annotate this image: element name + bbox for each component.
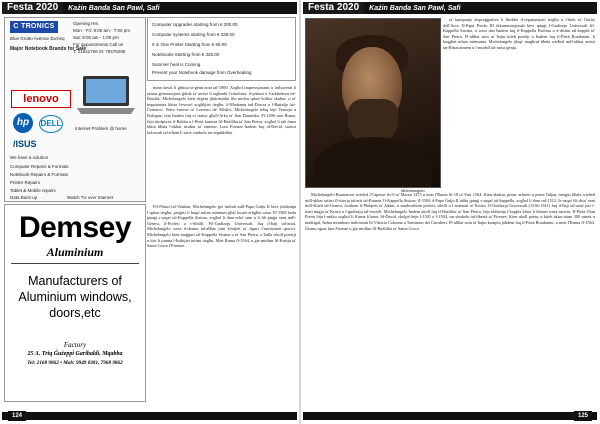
service-item: Data Back-up xyxy=(10,195,38,200)
page-number: 125 xyxy=(574,411,592,421)
portrait-shoulders xyxy=(314,137,432,188)
divider xyxy=(11,263,139,264)
ctronics-advert xyxy=(4,17,146,202)
header-subtitle: Każin Banda San Pawl, Safi xyxy=(68,4,160,12)
page-header xyxy=(2,2,297,14)
service-item: Printer Repairs xyxy=(10,180,41,185)
laptop-icon xyxy=(75,72,137,120)
hours-weekday: Mon - Fri: 9:00 am - 7:00 pm xyxy=(73,28,131,33)
shop-address: Blue Grotto Avenue Żurrieq xyxy=(10,36,65,41)
hours-saturday: Sat: 9:00 am - 1:00 pm xyxy=(73,35,119,40)
offers-panel xyxy=(147,17,296,81)
offer-line: Notebooks Starting from € 325.00 xyxy=(152,52,220,57)
demsey-advert xyxy=(4,204,146,402)
demsey-telephone: Tel: 2168 9862 • Mob: 9949 0381, 7968 9862 xyxy=(27,360,123,366)
offer-line: Computer systems starting from € 325.00 xyxy=(152,32,235,37)
asus-logo: /ISUS xyxy=(13,139,37,149)
telephone-line: T: 21642766 M: 79476290 xyxy=(73,49,126,54)
service-item: Tablet & Mobile repairs xyxy=(10,188,56,193)
solution-line: We have a solution xyxy=(10,155,49,160)
summer-line: Summer heat is Coming. xyxy=(152,62,202,67)
portrait-caption: Michelangelo xyxy=(401,188,425,193)
demsey-subtitle: Aluminium xyxy=(46,245,104,259)
major-brands-line: Major Notebook Brands for Sale xyxy=(10,46,87,52)
page-number: 124 xyxy=(8,411,26,421)
demsey-address: 25 A. Triq Ġużeppi Garibaldi, Mqabba xyxy=(27,351,123,357)
demsey-name: Demsey xyxy=(18,211,132,244)
demsey-description: Manufacturers of Aluminium windows, doors,etc xyxy=(18,274,132,320)
internet-problem-line: Internet Problem @ home xyxy=(75,126,127,131)
service-item: Notebook Repairs & Formats xyxy=(10,172,69,177)
demsey-factory-label: Factory xyxy=(63,341,87,349)
article-column-right-top xyxy=(443,17,595,189)
page-header xyxy=(303,2,597,14)
ctronics-logo: C TRONICS xyxy=(10,21,58,33)
offer-line: Computer Upgrades starting from € 200.00 xyxy=(152,22,238,27)
dell-logo: DELL xyxy=(39,115,63,133)
michelangelo-portrait xyxy=(305,18,441,188)
article-paragraph: Michelangelo Buonarroti twieled f'Caprese fis-6 ta' Marzu 1475 u miet f'Ruma fit-18 ta' Frar 1564. Kien skultur, pittur, arkitett u poeta Taljan, meqjus bħala wieħed mill-akbar artisti fl-istorja tal-arti tal-Punent. Il-Kappella Sistina: fl-1508 il-Papa Ġulju II talbu jpinġi s-saqaf tal-kappella, xogħol li dam sal-1512. Is-saqaf fih disa' xeni mill-Ktieb tal-Ġenesi, fosthom il-Ħolqien ta' Adam, u madwarhom profeti, sibilli u l-antenati ta' Kristu. Il-Ġudizzju Universali (1536-1541) fuq il-ħajt tal-artal juri t-tieni miġja ta' Kristu u l-ġudizzju tal-erwieħ. Michelangelo ħadem ukoll fuq il-Bażilika ta' San Pietru, fejn iddisinja l-koppla kbira li tlestiet wara mewtu. Il-Pietà f'San Pietru hija l-uniku xogħol li ffirma b'ismu. Id-David, skolpit bejn l-1501 u l-1504, sar simbolu tal-libertà ta' Firenze. Kien ukoll poeta, u kiteb aktar minn 300 sunett u madrigal, ħafna minnhom indirizzati lil Vittoria Colonna u Tommaso dei Cavalieri. Fl-aħħar snin ta' ħajtu kompla jaħdem fuq il-Pietà Rondanini, u miet f'Ruma fl-1564. Ġismu nġarr lura Firenze u ġie midfun fil-Bażilika ta' Santa Croce. xyxy=(305,192,595,231)
article-column-bottom xyxy=(147,204,296,402)
page-footer-bar xyxy=(303,412,597,420)
header-festa: Festa 2020 xyxy=(2,2,63,14)
article-paragraph: ta' kampanja dispreġġattiva li tħeddet il-reputazzjoni tiegħu u l-bieb ta' Ġiulio dell'Arca. Il-Papa Pawlu III ikkummissjonah biex ipinġi l-Ġudizzju Universali fil-Kappella Sistina, u wara dan ħadem fuq il-Kappella Paolina u d-disinn tal-koppla ta' San Pietru. Fl-aħħar snin ta' ħajtu kiteb poeżiji u ħadem fuq il-Pietà Rondanini, li baqgħet mhux mitmuma. Michelangelo jibqa' magħruf bħala wieħed mill-akbar artisti tar-Rinaxximent u l-mudell tal-artist ġenju. xyxy=(443,17,595,50)
header-festa: Festa 2020 xyxy=(303,2,364,14)
lenovo-logo: lenovo xyxy=(11,90,71,108)
right-page xyxy=(301,0,600,424)
opening-hours-label: Opening Hrs xyxy=(73,21,99,26)
article-column-right-bottom xyxy=(305,192,595,402)
article-column-top xyxy=(147,17,296,198)
offer-line: 6 in One Printer Starting from € 69.00 xyxy=(152,42,227,47)
prevent-line: Prevent your Notebook damage from Overheating xyxy=(152,70,252,75)
hp-logo: hp xyxy=(13,113,33,133)
page-footer-bar xyxy=(2,412,297,420)
article-paragraph: Fil-Pitturi tal-Vatikan, Michelangelo ġie mitlub mill-Papa Ġulju II biex jiddisinja l-qabar tiegħu, proġett li baqa' mhux mitmum għal kważi erbgħin sena. Fl-1508 beda jpinġi s-saqaf tal-Kappella Sistina, xogħol li dam erba' snin u li fih pinġa xeni mill-Ġenesi, il-Profeti u s-Sibilli. Fil-Ġudizzju Universali, fuq il-ħajt tal-artal, Michelangelo wera d-drama tal-aħħar jum b'mijiet ta' figuri f'moviment qawwi. Michelangelo kien maġġuri tal-Kappella Sistina u ta' San Pietru, u ħalla wkoll poeżiji u ittri li juruna l-ħsibijiet intimi tiegħu. Miet Ruma fl-1564, u ġie midfun fil-Knisja ta' Santa Croce f'Firenze. xyxy=(147,204,296,249)
watch-tv-line: Watch TV over Internet xyxy=(67,195,114,200)
appointments-line: For appointments Call on xyxy=(73,42,124,47)
header-subtitle: Każin Banda San Pawl, Safi xyxy=(369,4,461,12)
left-page xyxy=(0,0,299,424)
service-item: Computer Repairs & Formats xyxy=(10,164,69,169)
article-paragraph: minn dawk li ġibtuu ta-ġenn nota tal-1800. Xogħol impressjonanti u influwenti li tawna ġenerazzjoni ġdida ta' artisti li tagħmlu l-iskultura, il-pittura u l-arkitettura tal-Barokk. Michelangelo kien dejjem jikkonsidra lilu nnifsu qabel kollox skultur, u ta' importanza kbira l-ewwel xogħlijiet tiegħu: il-Madonna tad-Dawra u l-Battalja taċ-Ċentawri. Wara l-mewt ta' Lorenzo de' Medici, Michelangelo telaq lejn Venezja u Bologna, fejn ħadem fuq xi statwi għall-Arka ta' San Duminku. Fl-1496 mar Ruma, fejn skolpixxa il-Bakku u l-Pietà famuża fil-Bażilika ta' San Pietru, xogħol li tah fama kbira bħala l-akbar skultur ta' żmienu. Lura Firenze ħadem fuq id-David, statwa kolossali tal-irħam li saret simbolu tar-repubblika. xyxy=(147,85,296,135)
